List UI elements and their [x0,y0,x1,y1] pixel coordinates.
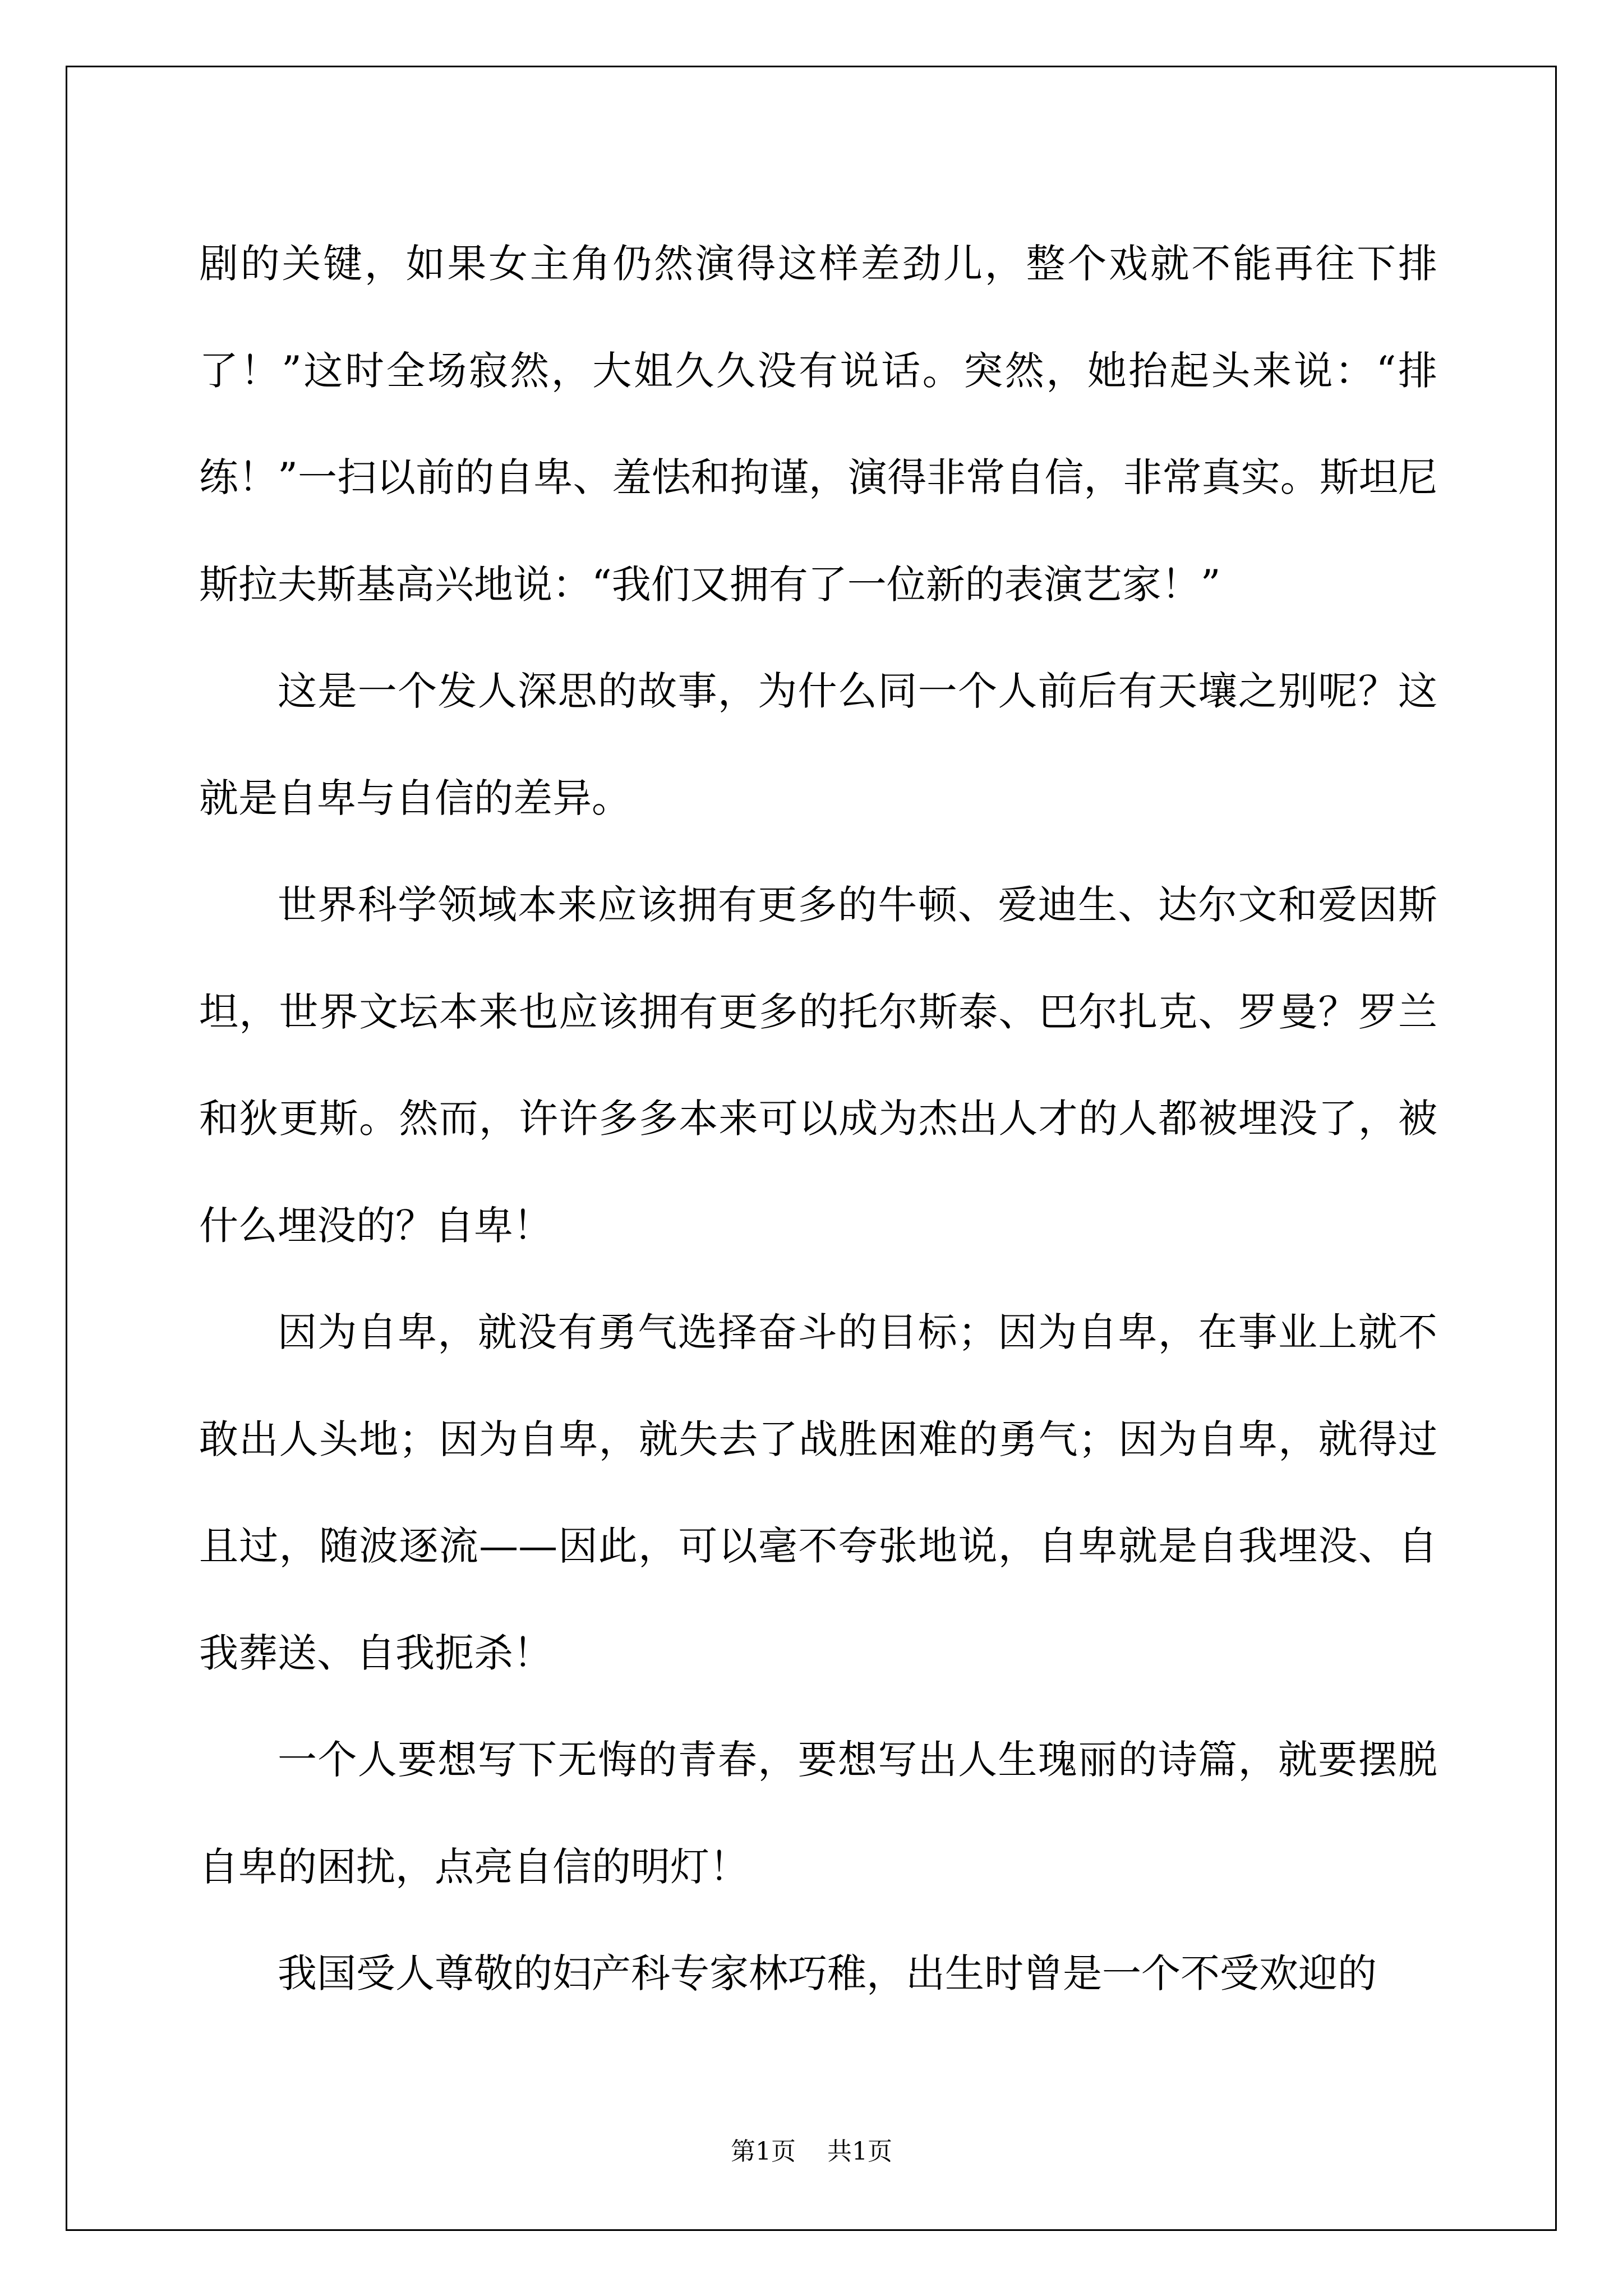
page-number-current: 第1页 [731,2137,796,2166]
page-number-total: 共1页 [827,2137,892,2166]
paragraph-3: 世界科学领域本来应该拥有更多的牛顿、爱迪生、达尔文和爱因斯坦，世界文坛本来也应该拥有更多的托尔斯泰、巴尔扎克、罗曼？罗兰和狄更斯。然而，许许多多本来可以成为杰出人才的人都被埋没了，被什么埋没的？自卑！ [199,882,1437,1249]
document-body [199,210,1437,2027]
paragraph-5: 一个人要想写下无悔的青春，要想写出人生瑰丽的诗篇，就要摆脱自卑的困扰，点亮自信的明灯！ [199,1737,1437,1890]
paragraph-1: 剧的关键，如果女主角仍然演得这样差劲儿，整个戏就不能再往下排了！”这时全场寂然，大姐久久没有说话。突然，她抬起头来说：“排练！”一扫以前的自卑、羞怯和拘谨，演得非常自信，非常真实。斯坦尼斯拉夫斯基高兴地说：“我们又拥有了一位新的表演艺家！” [199,241,1437,608]
paragraph-2: 这是一个发人深思的故事，为什么同一个人前后有天壤之别呢？这就是自卑与自信的差异。 [199,668,1437,821]
paragraph-4: 因为自卑，就没有勇气选择奋斗的目标；因为自卑，在事业上就不敢出人头地；因为自卑，就失去了战胜困难的勇气；因为自卑，就得过且过，随波逐流——因此，可以毫不夸张地说，自卑就是自我埋没、自我葬送、自我扼杀！ [199,1309,1437,1676]
page-footer [0,2136,1623,2168]
paragraph-6: 我国受人尊敬的妇产科专家林巧稚，出生时曾是一个不受欢迎的 [278,1950,1377,1996]
